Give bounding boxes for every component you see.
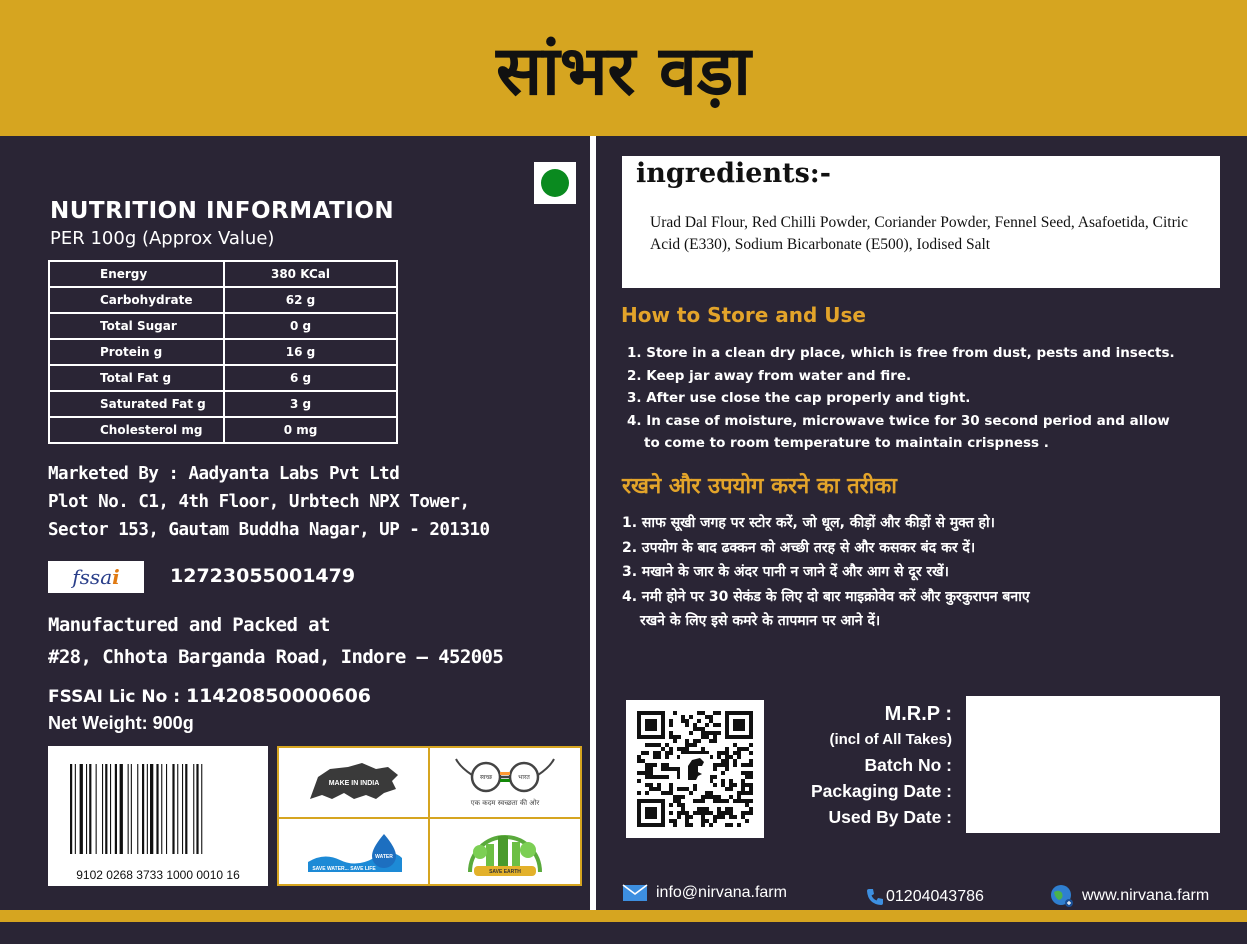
barcode-bars <box>70 764 246 854</box>
email-text: info@nirvana.farm <box>656 884 787 901</box>
list-item: 1. Store in a clean dry place, which is free from dust, pests and insects. <box>627 345 1175 361</box>
save-earth-logo <box>430 819 580 887</box>
nutrient-value: 6 g <box>224 365 397 391</box>
hindi-store-heading: रखने और उपयोग करने का तरीका <box>622 474 897 499</box>
nutrient-label: Energy <box>49 261 224 287</box>
save-water-logo <box>279 819 429 887</box>
table-row <box>49 365 397 391</box>
footer-band <box>0 910 1247 922</box>
qr-code-pattern <box>626 700 764 838</box>
website-text: www.nirvana.farm <box>1082 887 1210 904</box>
barcode-number: 9102 0268 3733 1000 0010 16 <box>76 868 240 882</box>
phone-text: 01204043786 <box>886 888 984 905</box>
mrp-incl-label: (incl of All Takes) <box>829 731 952 748</box>
fssai-logo-accent: i <box>112 565 120 589</box>
used-by-date-label: Used By Date : <box>828 807 952 827</box>
packaging-date-label: Packaging Date : <box>810 781 952 801</box>
list-item: रखने के लिए इसे कमरे के तापमान पर आने दें। <box>640 613 881 629</box>
batch-label: Batch No : <box>864 755 952 775</box>
license-number: 11420850000606 <box>185 685 372 707</box>
marketed-line: Marketed By : Aadyanta Labs Pvt Ltd <box>48 464 400 484</box>
fssai-license <box>48 685 371 707</box>
marketed-by-block <box>48 460 490 544</box>
table-row <box>49 287 397 313</box>
store-instructions <box>627 342 1175 455</box>
nutrient-label: Total Sugar <box>49 313 224 339</box>
website-contact[interactable] <box>1050 884 1209 908</box>
nutrient-label: Total Fat g <box>49 365 224 391</box>
nutrient-value: 62 g <box>224 287 397 313</box>
nutrient-label: Protein g <box>49 339 224 365</box>
fssai-logo-text: fssa <box>72 565 113 589</box>
table-row <box>49 261 397 287</box>
swachh-left-text: स्वच्छ <box>479 773 493 781</box>
list-item: 3. मखाने के जार के अंदर पानी न जाने दें और आग से दूर रखें। <box>622 564 949 580</box>
nutrition-subheading: PER 100g (Approx Value) <box>50 228 275 249</box>
table-row <box>49 417 397 443</box>
panel-divider <box>590 136 596 910</box>
nutrient-label: Saturated Fat g <box>49 391 224 417</box>
list-item: to come to room temperature to maintain crispness . <box>644 435 1049 451</box>
nutrient-value: 16 g <box>224 339 397 365</box>
ingredients-box <box>622 156 1220 288</box>
mail-icon <box>622 884 648 902</box>
swachh-right-text: भारत <box>518 773 530 781</box>
phone-icon <box>866 888 884 906</box>
hindi-store-instructions <box>622 511 1030 634</box>
swachh-caption: एक कदम स्वच्छता की ओर <box>470 798 540 807</box>
manufactured-line: Manufactured and Packed at <box>48 614 330 636</box>
logos-panel <box>277 746 582 886</box>
nutrient-value: 0 mg <box>224 417 397 443</box>
water-drop-text: WATER <box>375 854 393 860</box>
ingredients-heading: ingredients:- <box>636 158 831 189</box>
ingredients-text: Urad Dal Flour, Red Chilli Powder, Coriander Powder, Fennel Seed, Asafoetida, Citric Acid (E330), Sodium Bicarbonate (E500), Iodised Salt <box>650 214 1188 253</box>
product-title: सांभर वड़ा <box>496 32 751 111</box>
mrp-labels <box>780 700 952 830</box>
fssai-logo <box>48 561 144 593</box>
nutrition-heading: NUTRITION INFORMATION <box>50 198 395 224</box>
manufactured-address: #28, Chhota Barganda Road, Indore – 452005 <box>48 646 504 668</box>
phone-contact[interactable] <box>866 888 984 906</box>
list-item: 2. Keep jar away from water and fire. <box>627 367 912 384</box>
list-item: 4. नमी होने पर 30 सेकंड के लिए दो बार माइक्रोवेव करें और कुरकुरापन बनाए <box>622 588 1030 605</box>
license-label: FSSAI Lic No : <box>48 687 186 707</box>
email-contact[interactable] <box>622 884 787 902</box>
list-item: 1. साफ सूखी जगह पर स्टोर करें, जो धूल, कीड़ों और कीड़ों से मुक्त हो। <box>622 515 995 531</box>
mrp-label: M.R.P : <box>884 703 952 725</box>
make-in-india-logo <box>279 748 429 816</box>
nutrient-value: 380 KCal <box>224 261 397 287</box>
fssai-number: 12723055001479 <box>170 565 356 587</box>
list-item: 4. In case of moisture, microwave twice for 30 second period and allow <box>627 412 1170 429</box>
nutrient-label: Cholesterol mg <box>49 417 224 443</box>
list-item: 3. After use close the cap properly and tight. <box>627 390 971 406</box>
swachh-bharat-logo <box>430 748 580 816</box>
make-in-india-text: MAKE IN INDIA <box>328 780 380 787</box>
qr-code[interactable] <box>626 700 764 838</box>
table-row <box>49 339 397 365</box>
nutrient-label: Carbohydrate <box>49 287 224 313</box>
veg-symbol-icon <box>532 160 578 206</box>
store-heading: How to Store and Use <box>621 303 866 327</box>
list-item: 2. उपयोग के बाद ढक्कन को अच्छी तरह से और कसकर बंद कर दें। <box>622 539 976 556</box>
nutrition-table <box>48 260 398 444</box>
globe-icon <box>1050 884 1074 908</box>
mrp-value-box <box>966 696 1220 833</box>
marketed-line: Sector 153, Gautam Buddha Nagar, UP - 201310 <box>48 520 490 540</box>
nutrient-value: 3 g <box>224 391 397 417</box>
marketed-line: Plot No. C1, 4th Floor, Urbtech NPX Tower, <box>48 492 470 512</box>
barcode <box>48 746 268 886</box>
nutrient-value: 0 g <box>224 313 397 339</box>
net-weight: Net Weight: 900g <box>48 713 194 733</box>
table-row <box>49 391 397 417</box>
table-row <box>49 313 397 339</box>
save-earth-text: SAVE EARTH <box>489 869 521 875</box>
save-water-text: SAVE WATER... SAVE LIFE <box>312 866 376 872</box>
